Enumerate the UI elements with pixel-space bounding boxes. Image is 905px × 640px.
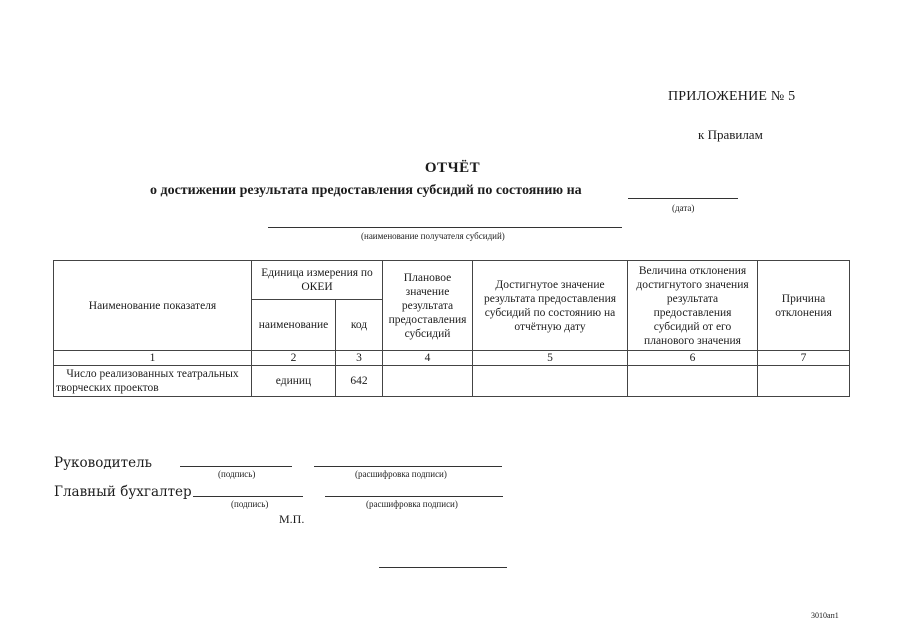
- accountant-decoding-caption: (расшифровка подписи): [366, 499, 458, 509]
- deviation-value-cell: [628, 366, 758, 397]
- achieved-value-cell: [473, 366, 628, 397]
- report-subtitle: о достижении результата предоставления субсидий по состоянию на: [150, 183, 582, 198]
- accountant-signature-caption: (подпись): [231, 499, 269, 509]
- appendix-number: ПРИЛОЖЕНИЕ № 5: [668, 89, 796, 104]
- bottom-fill-line: [379, 567, 507, 568]
- accountant-signature-line: [193, 496, 303, 497]
- date-fill-line: [628, 198, 738, 199]
- head-decoding-caption: (расшифровка подписи): [355, 469, 447, 479]
- column-number: 7: [758, 351, 850, 366]
- report-title: ОТЧЁТ: [424, 160, 481, 176]
- column-number: 5: [473, 351, 628, 366]
- head-decoding-line: [314, 466, 502, 467]
- date-caption: (дата): [672, 203, 695, 213]
- head-signature-caption: (подпись): [218, 469, 256, 479]
- reason-cell: [758, 366, 850, 397]
- column-number: 2: [252, 351, 336, 366]
- column-number: 4: [383, 351, 473, 366]
- stamp-place: М.П.: [279, 512, 305, 526]
- column-number: 3: [336, 351, 383, 366]
- header-indicator: Наименование показателя: [54, 261, 252, 351]
- header-unit: Единица измерения по ОКЕИ: [252, 261, 383, 300]
- chief-accountant-label: Главный бухгалтер: [54, 484, 192, 500]
- planned-value-cell: [383, 366, 473, 397]
- unit-code-cell: 642: [336, 366, 383, 397]
- form-code: 3010ап1: [811, 611, 839, 620]
- header-reason: Причина отклонения: [758, 261, 850, 351]
- head-label: Руководитель: [54, 455, 153, 471]
- accountant-decoding-line: [325, 496, 503, 497]
- header-unit-name: наименование: [252, 300, 336, 351]
- header-planned: Плановое значение результата предоставления субсидий: [383, 261, 473, 351]
- unit-name-cell: единиц: [252, 366, 336, 397]
- header-unit-code: код: [336, 300, 383, 351]
- appendix-to-rules: к Правилам: [698, 127, 763, 142]
- column-number-row: [54, 351, 850, 366]
- header-deviation: Величина отклонения достигнутого значения результата предоставления субсидий от его планового значения: [628, 261, 758, 351]
- table-row: [54, 366, 850, 397]
- recipient-caption: (наименование получателя субсидий): [361, 231, 505, 241]
- head-signature-line: [180, 466, 292, 467]
- report-table: [53, 260, 850, 397]
- column-number: 1: [54, 351, 252, 366]
- column-number: 6: [628, 351, 758, 366]
- table-header-row: [54, 261, 850, 300]
- header-achieved: Достигнутое значение результата предоставления субсидий по состоянию на отчётную дату: [473, 261, 628, 351]
- indicator-name-cell: Число реализованных театральных творческих проектов: [54, 366, 252, 397]
- recipient-fill-line: [268, 227, 622, 228]
